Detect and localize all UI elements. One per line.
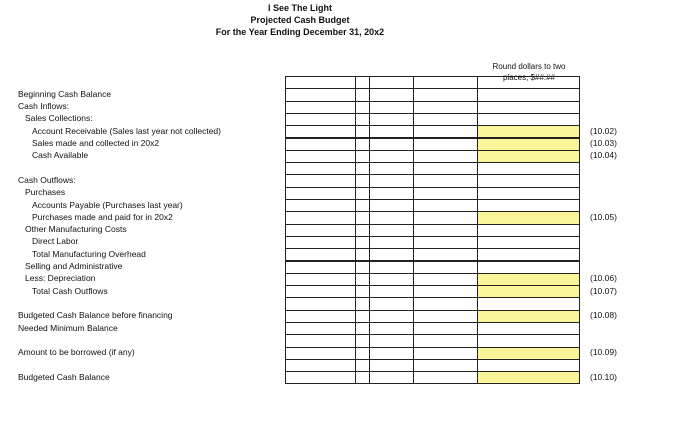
- grid-cell: [285, 138, 356, 151]
- grid-cell: [477, 261, 580, 274]
- grid-cell: [369, 261, 414, 274]
- grid-cell: [477, 297, 580, 310]
- rounding-note-line1: Round dollars to two: [492, 62, 566, 71]
- grid-cell: [355, 88, 370, 101]
- grid-cell: [355, 236, 370, 249]
- grid-cell: [285, 125, 356, 138]
- grid-cell: [285, 310, 356, 323]
- grid-cell: [413, 261, 478, 274]
- grid-cell: [355, 76, 370, 89]
- row-label: Amount to be borrowed (if any): [18, 347, 135, 358]
- grid-cell: [355, 297, 370, 310]
- report-title: Projected Cash Budget: [250, 15, 350, 25]
- grid-cell: [355, 211, 370, 224]
- rounding-note-line2: places, $##.##: [502, 73, 556, 82]
- grid-cell: [355, 359, 370, 372]
- answer-input-cell[interactable]: [477, 211, 580, 224]
- grid-cell: [355, 261, 370, 274]
- grid-cell: [369, 199, 414, 212]
- grid-cell: [355, 285, 370, 298]
- grid-cell: [477, 174, 580, 187]
- grid-cell: [285, 174, 356, 187]
- row-label: Direct Labor: [32, 236, 79, 247]
- grid-cell: [355, 113, 370, 126]
- grid-cell: [477, 76, 580, 89]
- grid-cell: [355, 138, 370, 151]
- grid-cell: [413, 371, 478, 384]
- grid-cell: [285, 297, 356, 310]
- answer-input-cell[interactable]: [477, 125, 580, 138]
- grid-cell: [369, 359, 414, 372]
- grid-cell: [285, 199, 356, 212]
- grid-cell: [477, 162, 580, 175]
- grid-cell: [285, 187, 356, 200]
- report-period: For the Year Ending December 31, 20x2: [215, 27, 385, 37]
- row-label: Budgeted Cash Balance before financing: [18, 310, 173, 321]
- reference-code: (10.02): [590, 125, 617, 136]
- grid-cell: [369, 310, 414, 323]
- grid-cell: [369, 76, 414, 89]
- grid-cell: [369, 347, 414, 360]
- grid-cell: [285, 88, 356, 101]
- grid-cell: [477, 101, 580, 114]
- grid-cell: [369, 150, 414, 163]
- grid-cell: [413, 211, 478, 224]
- grid-cell: [369, 285, 414, 298]
- answer-input-cell[interactable]: [477, 347, 580, 360]
- row-label: Beginning Cash Balance: [18, 88, 112, 99]
- grid-cell: [369, 101, 414, 114]
- grid-cell: [477, 187, 580, 200]
- row-label: Needed Minimum Balance: [18, 322, 118, 333]
- grid-cell: [413, 236, 478, 249]
- grid-cell: [477, 224, 580, 237]
- grid-cell: [413, 101, 478, 114]
- grid-cell: [355, 248, 370, 261]
- grid-cell: [477, 334, 580, 347]
- row-label: Sales Collections:: [25, 113, 93, 124]
- grid-cell: [285, 273, 356, 286]
- grid-cell: [369, 88, 414, 101]
- answer-input-cell[interactable]: [477, 273, 580, 286]
- grid-cell: [477, 248, 580, 261]
- answer-input-cell[interactable]: [477, 138, 580, 151]
- grid-cell: [477, 199, 580, 212]
- grid-cell: [477, 359, 580, 372]
- grid-cell: [413, 125, 478, 138]
- grid-cell: [413, 138, 478, 151]
- grid-cell: [285, 347, 356, 360]
- grid-cell: [477, 322, 580, 335]
- reference-code: (10.07): [590, 285, 617, 296]
- reference-code: (10.08): [590, 310, 617, 321]
- grid-cell: [369, 334, 414, 347]
- grid-cell: [369, 187, 414, 200]
- row-label: Purchases made and paid for in 20x2: [32, 211, 173, 222]
- grid-cell: [285, 359, 356, 372]
- grid-cell: [413, 113, 478, 126]
- grid-cell: [369, 138, 414, 151]
- grid-cell: [369, 211, 414, 224]
- grid-cell: [285, 113, 356, 126]
- grid-cell: [355, 224, 370, 237]
- grid-cell: [285, 261, 356, 274]
- grid-cell: [369, 125, 414, 138]
- grid-cell: [369, 224, 414, 237]
- row-label: Cash Inflows:: [18, 101, 70, 112]
- grid-cell: [355, 162, 370, 175]
- grid-cell: [413, 162, 478, 175]
- grid-cell: [355, 334, 370, 347]
- grid-cell: [355, 125, 370, 138]
- grid-cell: [285, 211, 356, 224]
- reference-code: (10.03): [590, 138, 617, 148]
- company-name: I See The Light: [267, 3, 332, 13]
- grid-cell: [369, 248, 414, 261]
- reference-code: (10.10): [590, 371, 617, 382]
- grid-cell: [285, 224, 356, 237]
- grid-cell: [413, 224, 478, 237]
- reference-code: (10.05): [590, 211, 617, 222]
- answer-input-cell[interactable]: [477, 310, 580, 323]
- grid-cell: [355, 150, 370, 163]
- grid-cell: [285, 334, 356, 347]
- grid-cell: [355, 371, 370, 384]
- grid-cell: [355, 187, 370, 200]
- grid-cell: [369, 371, 414, 384]
- grid-cell: [285, 285, 356, 298]
- row-label: Total Cash Outflows: [32, 285, 108, 296]
- row-label: Accounts Payable (Purchases last year): [32, 199, 183, 210]
- grid-cell: [369, 322, 414, 335]
- reference-code: (10.04): [590, 150, 617, 161]
- reference-code: (10.09): [590, 347, 617, 358]
- grid-cell: [369, 113, 414, 126]
- row-label: Other Manufacturing Costs: [25, 224, 127, 235]
- grid-cell: [413, 76, 478, 89]
- grid-cell: [355, 101, 370, 114]
- grid-cell: [413, 174, 478, 187]
- grid-cell: [413, 199, 478, 212]
- grid-cell: [285, 322, 356, 335]
- grid-cell: [355, 347, 370, 360]
- grid-cell: [285, 76, 356, 89]
- row-label: Sales made and collected in 20x2: [32, 138, 160, 148]
- grid-cell: [285, 236, 356, 249]
- grid-cell: [413, 150, 478, 163]
- grid-cell: [285, 101, 356, 114]
- grid-cell: [355, 273, 370, 286]
- grid-cell: [413, 322, 478, 335]
- row-label: Cash Available: [32, 150, 89, 161]
- grid-cell: [413, 347, 478, 360]
- grid-cell: [369, 236, 414, 249]
- row-label: Cash Outflows:: [18, 174, 76, 185]
- grid-cell: [285, 150, 356, 163]
- grid-cell: [369, 297, 414, 310]
- grid-cell: [369, 174, 414, 187]
- row-label: Budgeted Cash Balance: [18, 371, 110, 382]
- answer-input-cell[interactable]: [477, 371, 580, 384]
- row-label: Account Receivable (Sales last year not collected): [32, 125, 221, 136]
- grid-cell: [413, 187, 478, 200]
- row-label: Selling and Administrative: [25, 261, 123, 271]
- grid-cell: [413, 273, 478, 286]
- grid-cell: [355, 322, 370, 335]
- grid-cell: [355, 310, 370, 323]
- answer-input-cell[interactable]: [477, 150, 580, 163]
- grid-cell: [413, 285, 478, 298]
- grid-cell: [413, 88, 478, 101]
- grid-cell: [285, 371, 356, 384]
- grid-cell: [355, 174, 370, 187]
- reference-code: (10.06): [590, 273, 617, 284]
- grid-cell: [477, 113, 580, 126]
- grid-cell: [413, 297, 478, 310]
- grid-cell: [413, 310, 478, 323]
- grid-cell: [285, 162, 356, 175]
- grid-cell: [369, 162, 414, 175]
- grid-cell: [477, 236, 580, 249]
- row-label: Purchases: [25, 187, 66, 198]
- grid-cell: [285, 248, 356, 261]
- grid-cell: [413, 334, 478, 347]
- grid-cell: [413, 359, 478, 372]
- row-label: Total Manufacturing Overhead: [32, 248, 146, 259]
- grid-cell: [477, 88, 580, 101]
- grid-cell: [413, 248, 478, 261]
- answer-input-cell[interactable]: [477, 285, 580, 298]
- row-label: Less: Depreciation: [25, 273, 96, 284]
- grid-cell: [355, 199, 370, 212]
- grid-cell: [369, 273, 414, 286]
